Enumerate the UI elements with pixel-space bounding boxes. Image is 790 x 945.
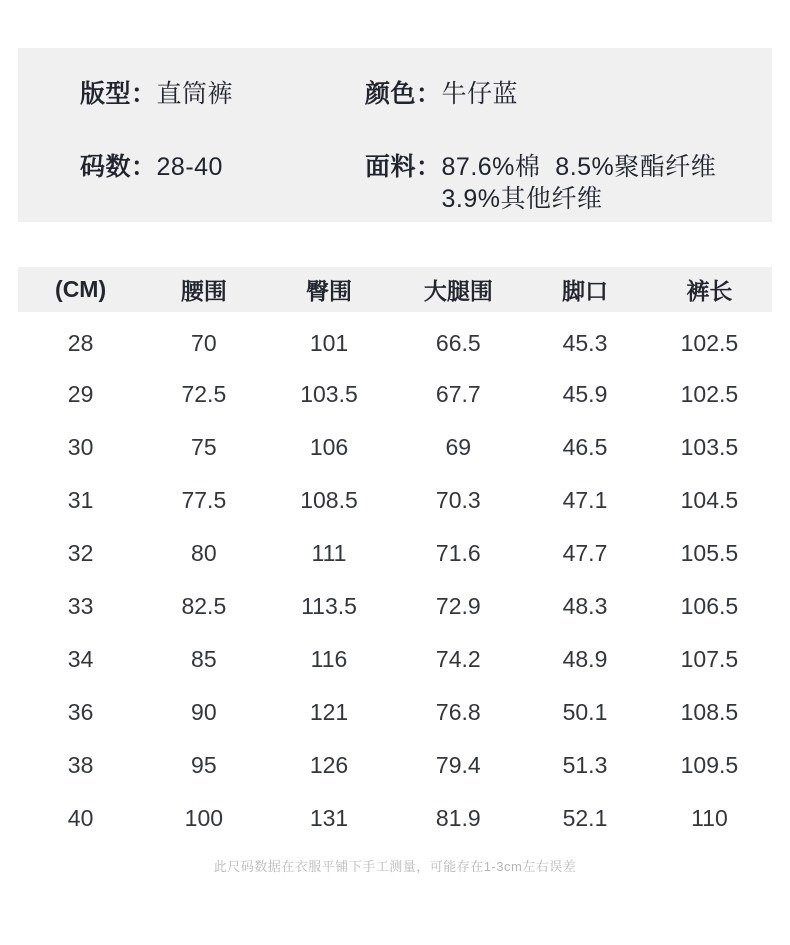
cell-size: 32: [67, 540, 94, 566]
info-row-2: [18, 152, 772, 215]
fit-value: 直筒裤: [156, 80, 234, 108]
cell-leg-opening: 46.5: [562, 434, 608, 460]
product-info-panel: [18, 48, 772, 222]
cell-thigh: 69: [445, 434, 472, 460]
size-table-body: [18, 315, 772, 845]
cell-waist: 80: [191, 540, 217, 566]
header-unit-cm: (CM): [18, 267, 143, 315]
cell-leg-opening: 47.1: [562, 487, 608, 513]
product-sizes: [80, 152, 365, 215]
header-hip: 臀围: [265, 267, 394, 315]
cell-pants-length: 106.5: [680, 593, 739, 619]
cell-size: 34: [67, 646, 94, 672]
color-label: 颜色：: [365, 80, 442, 108]
cell-hip: 131: [309, 805, 349, 831]
cell-thigh: 79.4: [435, 752, 481, 778]
cell-thigh: 67.7: [435, 381, 481, 407]
header-leg-opening: 脚口: [523, 267, 647, 315]
cell-thigh: 81.9: [435, 805, 481, 831]
cell-waist: 82.5: [181, 593, 227, 619]
cell-leg-opening: 45.3: [562, 329, 608, 356]
color-value: 牛仔蓝: [441, 80, 519, 108]
cell-hip: 113.5: [301, 593, 357, 619]
cell-leg-opening: 45.9: [562, 381, 608, 407]
cell-hip: 108.5: [300, 487, 358, 513]
product-fabric: [365, 152, 716, 215]
cell-size: 30: [67, 434, 94, 460]
fabric-value-line2: 3.9%其他纤维: [441, 185, 603, 213]
cell-hip: 103.5: [300, 381, 358, 407]
header-pants-length: 裤长: [647, 267, 772, 315]
size-table-row: [18, 739, 772, 792]
cell-size: 36: [67, 699, 94, 725]
sizes-value: 28-40: [156, 153, 223, 181]
fit-label: 版型：: [80, 80, 157, 108]
cell-leg-opening: 52.1: [562, 805, 608, 831]
size-table-row: [18, 633, 772, 686]
cell-thigh: 70.3: [435, 487, 481, 513]
size-table-row: [18, 474, 772, 527]
cell-waist: 72.5: [181, 381, 227, 407]
cell-pants-length: 110: [691, 805, 728, 831]
size-table-row: [18, 527, 772, 580]
cell-waist: 75: [191, 434, 217, 460]
cell-size: 38: [67, 752, 94, 778]
cell-hip: 101: [309, 329, 349, 356]
size-table: [18, 267, 772, 845]
info-row-1: [18, 79, 772, 110]
cell-thigh: 66.5: [435, 329, 481, 356]
cell-leg-opening: 51.3: [562, 752, 608, 778]
size-table-row: [18, 792, 772, 845]
cell-pants-length: 108.5: [680, 699, 739, 725]
cell-pants-length: 103.5: [680, 434, 739, 460]
cell-pants-length: 104.5: [680, 487, 739, 513]
cell-thigh: 72.9: [435, 593, 481, 619]
fabric-value: [442, 152, 717, 215]
header-thigh: 大腿围: [393, 267, 523, 315]
size-table-header: [18, 267, 772, 315]
cell-pants-length: 109.5: [680, 752, 739, 778]
sizes-label: 码数：: [80, 153, 157, 181]
size-table-row: [18, 421, 772, 474]
cell-size: 40: [67, 805, 94, 831]
cell-pants-length: 107.5: [680, 646, 739, 672]
cell-hip: 126: [309, 752, 349, 778]
cell-waist: 70: [191, 329, 217, 356]
cell-hip: 111: [311, 540, 347, 566]
cell-size: 29: [67, 381, 94, 407]
fabric-value-line1: 87.6%棉 8.5%聚酯纤维: [441, 153, 717, 181]
cell-pants-length: 102.5: [680, 329, 739, 356]
size-table-row: [18, 580, 772, 633]
cell-pants-length: 105.5: [680, 540, 739, 566]
cell-size: 31: [67, 487, 94, 513]
cell-thigh: 71.6: [435, 540, 481, 566]
cell-size: 33: [67, 593, 94, 619]
size-table-header-row: [18, 267, 772, 315]
header-waist: 腰围: [143, 267, 264, 315]
size-table-row: [18, 368, 772, 421]
cell-leg-opening: 48.3: [562, 593, 608, 619]
cell-leg-opening: 50.1: [562, 699, 608, 725]
cell-hip: 121: [309, 699, 349, 725]
cell-hip: 106: [309, 434, 349, 460]
cell-hip: 116: [310, 646, 348, 672]
fabric-label: 面料：: [365, 153, 442, 181]
cell-waist: 90: [191, 699, 217, 725]
measurement-disclaimer: 此尺码数据在衣服平铺下手工测量，可能存在1-3cm左右误差: [213, 859, 577, 874]
cell-leg-opening: 48.9: [562, 646, 608, 672]
cell-pants-length: 102.5: [680, 381, 739, 407]
cell-waist: 85: [191, 646, 217, 672]
size-table-row: [18, 686, 772, 739]
product-fit: [80, 79, 365, 110]
cell-size: 28: [67, 329, 94, 356]
cell-thigh: 76.8: [435, 699, 481, 725]
size-table-row: [18, 315, 772, 368]
cell-waist: 100: [184, 805, 224, 831]
cell-thigh: 74.2: [435, 646, 481, 672]
cell-leg-opening: 47.7: [562, 540, 608, 566]
cell-waist: 95: [191, 752, 217, 778]
cell-waist: 77.5: [181, 487, 227, 513]
product-color: [365, 79, 518, 110]
